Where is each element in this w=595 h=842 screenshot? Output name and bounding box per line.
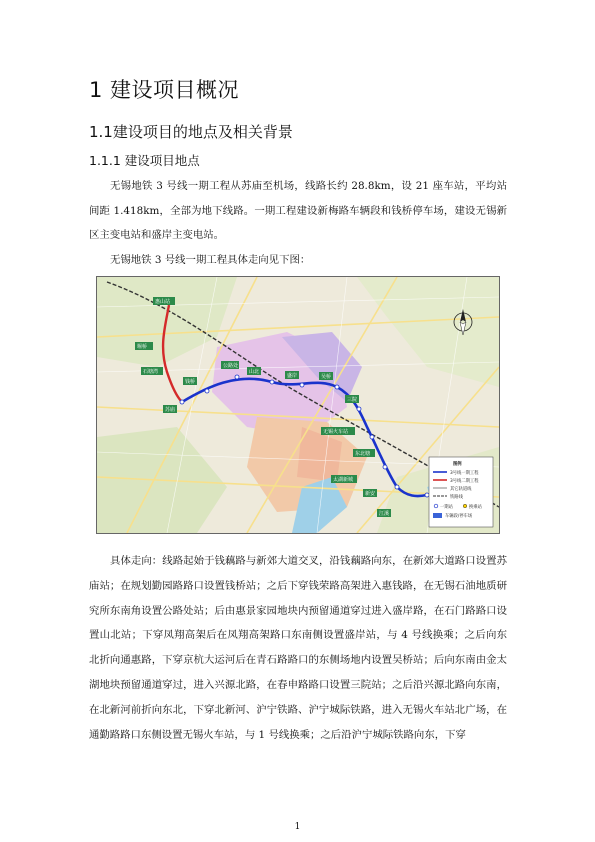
map-label-wuxi-station: 无锡火车站 bbox=[323, 429, 349, 435]
svg-text:3号线一期工程: 3号线一期工程 bbox=[450, 471, 479, 476]
heading-2: 1.1建设项目的地点及相关背景 bbox=[89, 123, 293, 141]
map-label-dongbeitang: 东北塘 bbox=[355, 451, 371, 457]
map-legend bbox=[429, 457, 493, 527]
svg-text:其它轨道线: 其它轨道线 bbox=[450, 487, 472, 492]
svg-text:铁路线: 铁路线 bbox=[450, 495, 463, 500]
svg-text:车辆段/停车场: 车辆段/停车场 bbox=[445, 514, 473, 519]
paragraph-map-caption: 无锡地铁 3 号线一期工程具体走向见下图： bbox=[110, 254, 311, 266]
map-label-huishan: 惠山站 bbox=[155, 299, 171, 305]
map-label-shengan: 盛岸 bbox=[287, 373, 298, 379]
map-label-wuqiao: 吴桥 bbox=[321, 374, 332, 380]
map-label-taihu-xincheng: 太湖新城 bbox=[333, 477, 354, 483]
map-label-yanqiao: 堰桥 bbox=[137, 344, 148, 350]
paragraph-intro: 无锡地铁 3 号线一期工程从苏庙至机场，线路长约 28.8km，设 21 座车站，平均站间距 1.418km，全部为地下线路。一期工程建设新梅路车辆段和钱桥停车场，建设无锡新区主变电站和盛岸主变电站。 bbox=[89, 180, 507, 241]
map-label-qianqiao: 钱桥 bbox=[185, 379, 196, 385]
map-label-xinan: 新安 bbox=[365, 491, 376, 497]
svg-text:换乘站: 换乘站 bbox=[469, 505, 482, 510]
map-label-shitangwan: 石塘湾 bbox=[143, 369, 159, 375]
map-label-shanbei: 山北 bbox=[249, 369, 260, 375]
heading-1: 1 建设项目概况 bbox=[89, 78, 240, 102]
svg-text:一期站: 一期站 bbox=[440, 505, 453, 510]
metro-line-map bbox=[96, 276, 500, 534]
map-label-sanyuan: 三院 bbox=[347, 397, 358, 403]
svg-text:3号线二期工程: 3号线二期工程 bbox=[450, 479, 479, 484]
page-number: 1 bbox=[294, 822, 301, 832]
svg-text:图例: 图例 bbox=[453, 462, 462, 467]
map-label-gongluchu: 公路处 bbox=[223, 363, 239, 369]
paragraph-route-description: 具体走向：线路起始于钱藕路与新郊大道交叉，沿钱藕路向东，在新郊大道路口设置苏庙站；在规划勤园路路口设置钱桥站；之后下穿钱荣路高架进入惠钱路，在无锡石油地质研究所东南角设置公路处站；后由惠景家园地块内预留通道穿过进入盛岸路，在石门路路口设置山北站；下穿凤翔高架后在凤翔高架路口东南侧设置盛岸站，与 4 号线换乘；之后向东北折向通惠路，下穿京杭大运河后在青石路路口的东侧场地内设置吴桥站；后向东南由金太湖地块预留通道穿过，进入兴源北路，在春申路路口设置三院站；之后沿兴源北路向东南，在北新河前折向东北，下穿北新河、沪宁铁路、沪宁城际铁路，进入无锡火车站北广场，在通勤路路口东侧设置无锡火车站，与 1 号线换乘；之后沿沪宁城际铁路向东，下穿 bbox=[89, 555, 507, 741]
map-label-sumiao: 苏庙 bbox=[165, 407, 176, 413]
map-label-jiangxi: 江溪 bbox=[379, 511, 390, 517]
heading-3: 1.1.1 建设项目地点 bbox=[89, 153, 200, 168]
